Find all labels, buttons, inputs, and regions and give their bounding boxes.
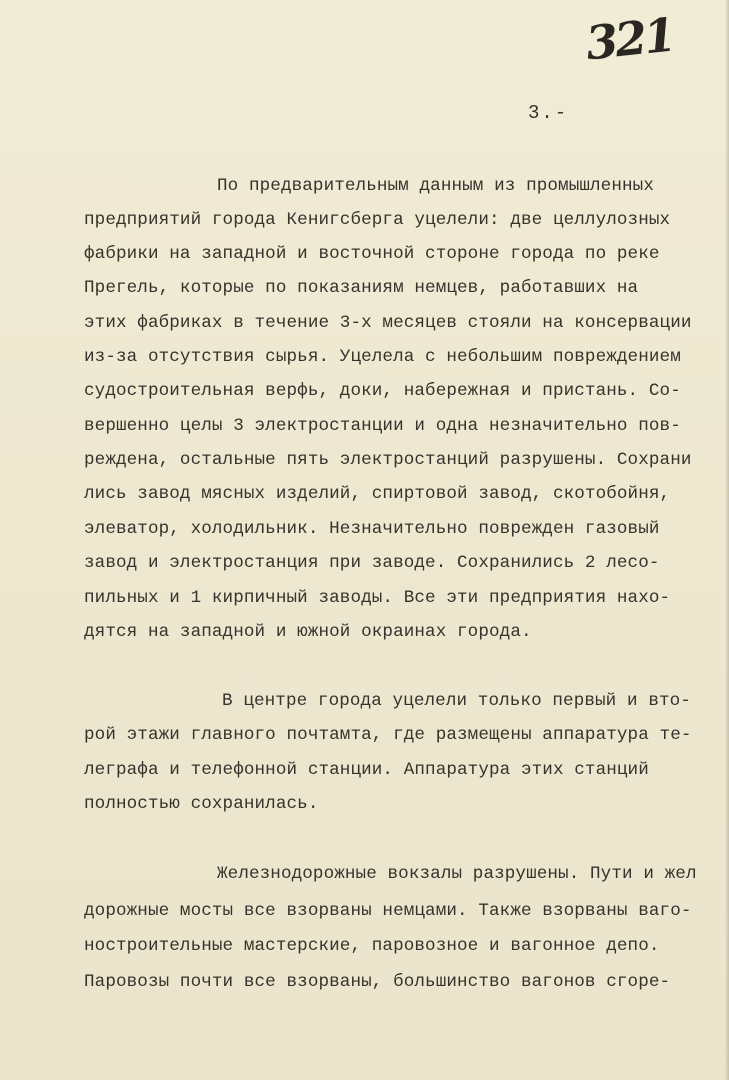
text-line: этих фабриках в течение 3-х месяцев стояли на консервации [84, 313, 692, 333]
text-line: завод и электростанция при заводе. Сохранились 2 лесо- [84, 553, 660, 573]
text-line: лись завод мясных изделий, спиртовой завод, скотобойня, [84, 484, 671, 504]
page-number: 3.- [528, 102, 569, 124]
text-line: фабрики на западной и восточной стороне города по реке [84, 244, 660, 264]
text-line: Железнодорожные вокзалы разрушены. Пути и жел [217, 864, 697, 884]
text-line: вершенно целы 3 электростанции и одна незначительно пов- [84, 416, 681, 436]
text-line: Прегель, которые по показаниям немцев, работавших на [84, 278, 639, 298]
text-line: рой этажи главного почтамта, где размещены аппаратура те- [84, 725, 692, 745]
text-line: дятся на западной и южной окраинах города. [84, 622, 532, 642]
text-line: полностью сохранилась. [84, 794, 319, 814]
text-line: предприятий города Кенигсберга уцелели: две целлулозных [84, 210, 671, 230]
handwritten-folio-number: 321 [583, 7, 676, 71]
text-line: дорожные мосты все взорваны немцами. Также взорваны ваго- [84, 901, 692, 921]
text-line: пильных и 1 кирпичный заводы. Все эти предприятия нахо- [84, 588, 671, 608]
text-line: судостроительная верфь, доки, набережная и пристань. Со- [84, 381, 681, 401]
text-line: В центре города уцелели только первый и вто- [222, 691, 691, 711]
page-edge-shadow [725, 0, 729, 1080]
text-line: По предварительным данным из промышленных [217, 176, 654, 196]
text-line: элеватор, холодильник. Незначительно поврежден газовый [84, 519, 660, 539]
text-line: леграфа и телефонной станции. Аппаратура этих станций [84, 760, 649, 780]
text-line: реждена, остальные пять электростанций разрушены. Сохрани [84, 450, 692, 470]
text-line: ностроительные мастерские, паровозное и вагонное депо. [84, 936, 660, 956]
text-line: из-за отсутствия сырья. Уцелела с небольшим повреждением [84, 347, 681, 367]
text-line: Паровозы почти все взорваны, большинство вагонов сгоре- [84, 972, 671, 992]
